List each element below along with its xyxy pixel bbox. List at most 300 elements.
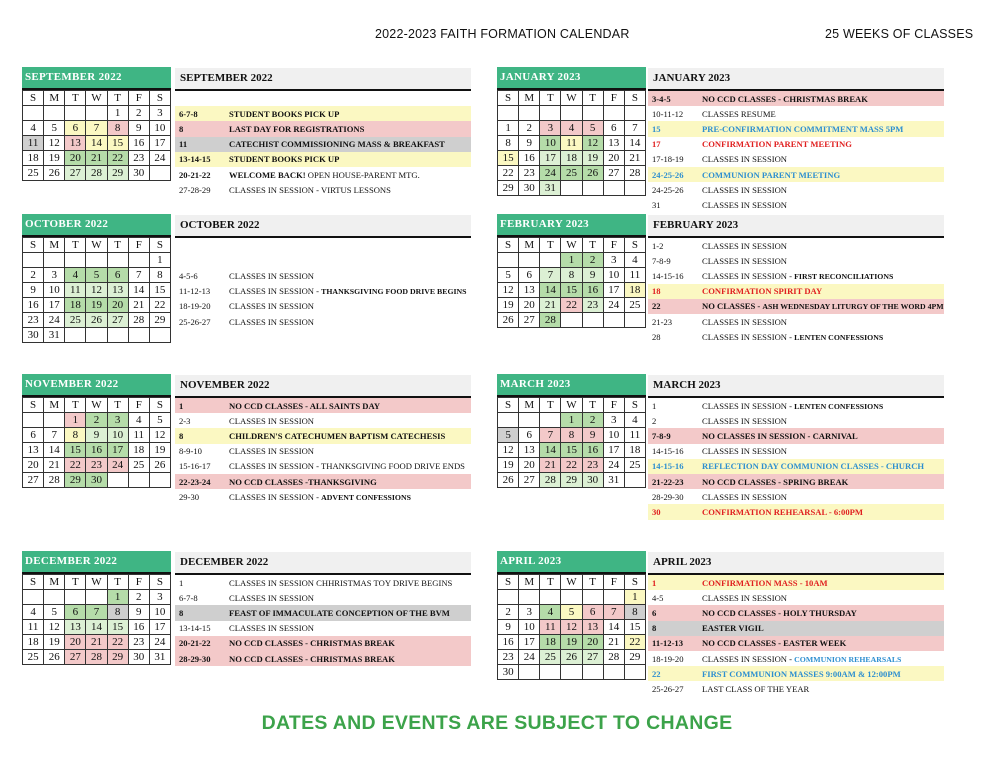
event-text-main: CLASSES IN SESSION - (702, 331, 795, 342)
calendar-day: 11 (624, 268, 645, 283)
weekday-label: W (86, 398, 107, 413)
event-row (648, 197, 944, 212)
event-row (648, 91, 944, 106)
event-date: 28-29-30 (652, 491, 684, 502)
event-date: 13-14-15 (179, 623, 211, 634)
weekday-header-row (498, 575, 646, 590)
calendar-empty-cell (128, 253, 149, 268)
event-date: 3-4-5 (652, 93, 671, 104)
event-date: 7-8-9 (652, 255, 671, 266)
calendar-empty-cell (624, 473, 645, 488)
calendar-day: 8 (107, 605, 128, 620)
calendar-day: 19 (582, 151, 603, 166)
calendar-day: 22 (65, 458, 86, 473)
calendar-empty-cell (561, 665, 582, 680)
event-list (175, 215, 471, 329)
calendar-day: 7 (86, 121, 107, 136)
calendar-day: 22 (561, 298, 582, 313)
calendar-grid (497, 574, 646, 680)
event-row (648, 284, 944, 299)
event-row (175, 398, 471, 413)
event-text-main: CLASSES IN SESSION (702, 199, 788, 210)
calendar-day: 31 (149, 650, 170, 665)
event-text (229, 416, 471, 426)
calendar-day: 8 (561, 268, 582, 283)
weekday-label: S (149, 398, 170, 413)
calendar-day: 19 (44, 635, 65, 650)
event-text (702, 446, 944, 456)
weekday-label: W (561, 91, 582, 106)
event-text (229, 286, 471, 296)
calendar-day: 16 (128, 620, 149, 635)
event-date: 8 (179, 123, 184, 134)
calendar-month-title: APRIL 2023 (497, 551, 646, 574)
calendar-week-row (498, 106, 646, 121)
event-date: 2 (652, 415, 657, 426)
mini-calendar (22, 67, 171, 181)
calendar-empty-cell (540, 253, 561, 268)
event-text (229, 638, 471, 648)
calendar-day: 24 (603, 458, 624, 473)
event-text (702, 638, 944, 648)
event-date: 20-21-22 (179, 638, 211, 649)
calendar-day: 18 (23, 635, 44, 650)
event-list (175, 68, 471, 197)
calendar-week-row (23, 413, 171, 428)
event-text-main: STUDENT BOOKS PICK UP (229, 108, 340, 119)
event-text (702, 139, 944, 149)
calendar-day: 30 (128, 166, 149, 181)
weekday-header-row (23, 238, 171, 253)
calendar-day: 3 (540, 121, 561, 136)
event-list-title: JANUARY 2023 (648, 68, 944, 91)
event-list-title: OCTOBER 2022 (175, 215, 471, 238)
calendar-month-title: OCTOBER 2022 (22, 214, 171, 237)
event-text (702, 256, 944, 266)
event-row (175, 106, 471, 121)
calendar-empty-cell (540, 106, 561, 121)
weekday-label: S (23, 238, 44, 253)
event-text-main: NO CCD CLASSES - CHRISTMAS BREAK (229, 638, 395, 649)
event-text (702, 200, 944, 210)
calendar-day: 23 (86, 458, 107, 473)
event-date: 15 (652, 123, 661, 134)
calendar-day: 14 (624, 136, 645, 151)
event-row (648, 398, 944, 413)
event-date: 13-14-15 (179, 154, 211, 165)
calendar-empty-cell (107, 328, 128, 343)
calendar-day: 23 (128, 635, 149, 650)
event-text-main: CLASSES IN SESSION (229, 316, 315, 327)
event-text-main: NO CCD CLASSES - ALL SAINTS DAY (229, 400, 381, 411)
calendar-empty-cell (44, 413, 65, 428)
event-text (229, 623, 471, 633)
calendar-week-row (498, 166, 646, 181)
calendar-day: 7 (540, 268, 561, 283)
event-date: 21-23 (652, 316, 673, 327)
calendar-week-row (498, 620, 646, 635)
weekday-label: F (128, 91, 149, 106)
calendar-week-row (498, 413, 646, 428)
event-date: 22-23-24 (179, 476, 211, 487)
event-text (702, 271, 944, 281)
calendar-day: 7 (86, 605, 107, 620)
calendar-grid (22, 90, 171, 181)
event-text-main: NO CCD CLASSES - SPRING BREAK (702, 476, 849, 487)
calendar-day: 3 (603, 413, 624, 428)
weekday-label: S (23, 575, 44, 590)
calendar-empty-cell (23, 253, 44, 268)
event-list (648, 552, 944, 697)
calendar-day: 12 (86, 283, 107, 298)
calendar-day: 10 (107, 428, 128, 443)
event-text-main: CLASSES IN SESSION (702, 184, 788, 195)
calendar-day: 24 (519, 650, 540, 665)
calendar-day: 3 (107, 413, 128, 428)
calendar-day: 22 (149, 298, 170, 313)
calendar-day: 24 (149, 151, 170, 166)
calendar-day: 28 (624, 166, 645, 181)
calendar-day: 14 (540, 443, 561, 458)
calendar-week-row (23, 635, 171, 650)
event-date: 17-18-19 (652, 154, 684, 165)
calendar-day: 25 (624, 298, 645, 313)
weekday-label: T (582, 398, 603, 413)
weekday-label: S (498, 238, 519, 253)
event-text-main: NO CCD CLASSES - CHRISTMAS BREAK (702, 93, 868, 104)
calendar-week-row (498, 253, 646, 268)
calendar-day: 28 (44, 473, 65, 488)
calendar-day: 27 (65, 166, 86, 181)
calendar-empty-cell (603, 106, 624, 121)
event-date: 27-28-29 (179, 184, 211, 195)
event-text (229, 477, 471, 487)
calendar-day: 14 (44, 443, 65, 458)
calendar-day: 26 (86, 313, 107, 328)
calendar-week-row (23, 283, 171, 298)
calendar-day: 11 (23, 136, 44, 151)
event-text-main: NO CCD CLASSES - HOLY THURSDAY (702, 607, 857, 618)
weekday-label: T (540, 238, 561, 253)
calendar-day: 8 (624, 605, 645, 620)
event-date: 4-5-6 (179, 270, 198, 281)
weekday-label: F (128, 575, 149, 590)
calendar-day: 30 (519, 181, 540, 196)
calendar-week-row (23, 328, 171, 343)
weekday-label: W (86, 91, 107, 106)
calendar-day: 2 (23, 268, 44, 283)
calendar-day: 12 (561, 620, 582, 635)
calendar-month-title: FEBRUARY 2023 (497, 214, 646, 237)
calendar-day: 15 (149, 283, 170, 298)
event-text (229, 317, 471, 327)
event-text-main: STUDENT BOOKS PICK UP (229, 154, 340, 165)
event-text-main: CLASSES IN SESSION (702, 446, 788, 457)
event-row (648, 651, 944, 666)
calendar-day: 5 (44, 121, 65, 136)
event-text-main: CLASSES IN SESSION (229, 270, 315, 281)
calendar-empty-cell (44, 253, 65, 268)
event-text-extra: LENTEN CONFESSIONS (794, 332, 884, 342)
calendar-day: 17 (107, 443, 128, 458)
calendar-day: 10 (44, 283, 65, 298)
event-date: 28-29-30 (179, 653, 211, 664)
calendar-day: 2 (519, 121, 540, 136)
mini-calendar (22, 214, 171, 343)
calendar-day: 23 (23, 313, 44, 328)
calendar-day: 25 (540, 650, 561, 665)
event-text (702, 416, 944, 426)
calendar-day: 27 (603, 166, 624, 181)
event-row (648, 428, 944, 443)
calendar-week-row (23, 458, 171, 473)
event-row (648, 106, 944, 121)
calendar-day: 20 (582, 635, 603, 650)
calendar-day: 5 (149, 413, 170, 428)
weekday-label: S (498, 398, 519, 413)
event-date: 6-7-8 (179, 592, 198, 603)
event-date: 1 (179, 577, 184, 588)
calendar-day: 21 (624, 151, 645, 166)
event-text-main: EASTER VIGIL (702, 623, 764, 634)
calendar-empty-cell (582, 181, 603, 196)
calendar-day: 13 (23, 443, 44, 458)
event-text (702, 301, 944, 311)
calendar-day: 9 (582, 268, 603, 283)
calendar-empty-cell (582, 313, 603, 328)
event-text-main: CLASSES IN SESSION (702, 240, 788, 251)
calendar-day: 28 (86, 166, 107, 181)
event-date: 4-5 (652, 592, 664, 603)
calendar-day: 7 (603, 605, 624, 620)
calendar-day: 20 (519, 458, 540, 473)
calendar-day: 7 (540, 428, 561, 443)
calendar-day: 12 (44, 620, 65, 635)
event-text-main: CLASSES IN SESSION - THANKSGIVING FOOD DRIVE ENDS (229, 461, 465, 472)
calendar-day: 21 (603, 635, 624, 650)
event-text (702, 401, 944, 411)
event-text-main: CLASSES IN SESSION (702, 592, 788, 603)
calendar-day: 6 (23, 428, 44, 443)
event-row-blank (175, 91, 471, 106)
event-list (648, 375, 944, 520)
event-text-extra: OPEN HOUSE-PARENT MTG. (305, 169, 420, 180)
calendar-empty-cell (624, 313, 645, 328)
event-row-blank (175, 253, 471, 268)
weekday-label: T (107, 398, 128, 413)
event-text-main: LAST CLASS OF THE YEAR (702, 683, 810, 694)
calendar-day: 13 (519, 443, 540, 458)
event-date: 18-19-20 (652, 653, 684, 664)
event-text-main: NO CLASSES - (702, 301, 763, 312)
calendar-day: 4 (65, 268, 86, 283)
calendar-day: 10 (603, 268, 624, 283)
calendar-week-row (498, 590, 646, 605)
event-date: 2-3 (179, 415, 191, 426)
calendar-day: 24 (44, 313, 65, 328)
weekday-label: M (519, 398, 540, 413)
calendar-day: 26 (561, 650, 582, 665)
weekday-label: F (128, 398, 149, 413)
calendar-day: 6 (107, 268, 128, 283)
weekday-label: T (107, 91, 128, 106)
calendar-day: 2 (128, 590, 149, 605)
event-list (648, 215, 944, 344)
calendar-week-row (498, 151, 646, 166)
weekday-label: S (149, 575, 170, 590)
calendar-day: 27 (107, 313, 128, 328)
calendar-day: 16 (86, 443, 107, 458)
calendar-day: 24 (603, 298, 624, 313)
calendar-day: 20 (23, 458, 44, 473)
event-text (702, 154, 944, 164)
calendar-week-row (498, 268, 646, 283)
calendar-day: 8 (561, 428, 582, 443)
event-row (175, 621, 471, 636)
event-row (648, 474, 944, 489)
calendar-day: 3 (149, 590, 170, 605)
calendar-day: 6 (65, 121, 86, 136)
calendar-week-row (498, 181, 646, 196)
calendar-week-row (23, 253, 171, 268)
calendar-day: 16 (582, 283, 603, 298)
event-text-main: CLASSES IN SESSION (229, 592, 315, 603)
event-text (229, 654, 471, 664)
calendar-day: 9 (128, 605, 149, 620)
calendar-day: 4 (23, 121, 44, 136)
calendar-day: 12 (498, 283, 519, 298)
calendar-day: 10 (149, 605, 170, 620)
calendar-day: 27 (23, 473, 44, 488)
calendar-day: 15 (498, 151, 519, 166)
event-text-main: CONFIRMATION SPIRIT DAY (702, 286, 823, 297)
calendar-day: 19 (149, 443, 170, 458)
calendar-day: 4 (561, 121, 582, 136)
event-date: 18 (652, 286, 661, 297)
event-date: 15-16-17 (179, 461, 211, 472)
calendar-empty-cell (149, 473, 170, 488)
calendar-day: 5 (498, 428, 519, 443)
weekday-label: S (624, 238, 645, 253)
event-row (175, 651, 471, 666)
calendar-day: 7 (44, 428, 65, 443)
event-text (702, 654, 944, 664)
calendar-day: 7 (624, 121, 645, 136)
weekday-header-row (23, 91, 171, 106)
event-row (648, 329, 944, 344)
event-text (702, 170, 944, 180)
calendar-day: 14 (128, 283, 149, 298)
mini-calendar (497, 374, 646, 488)
event-text-extra: THANKSGIVING FOOD DRIVE BEGINS (321, 287, 467, 297)
event-date: 11-12-13 (652, 638, 684, 649)
weekday-header-row (23, 575, 171, 590)
calendar-day: 30 (128, 650, 149, 665)
calendar-day: 5 (86, 268, 107, 283)
calendar-day: 17 (149, 620, 170, 635)
calendar-week-row (498, 283, 646, 298)
calendar-empty-cell (603, 181, 624, 196)
calendar-empty-cell (624, 181, 645, 196)
event-date: 8 (652, 623, 657, 634)
calendar-day: 14 (86, 136, 107, 151)
calendar-day: 15 (561, 443, 582, 458)
calendar-day: 1 (498, 121, 519, 136)
event-date: 14-15-16 (652, 270, 684, 281)
event-text (229, 431, 471, 441)
mini-calendar (22, 374, 171, 488)
event-date: 20-21-22 (179, 169, 211, 180)
event-date: 7-8-9 (652, 430, 671, 441)
calendar-day: 25 (23, 166, 44, 181)
calendar-empty-cell (540, 590, 561, 605)
event-list (648, 68, 944, 213)
calendar-day: 28 (86, 650, 107, 665)
calendar-day: 29 (107, 166, 128, 181)
calendar-day: 25 (561, 166, 582, 181)
calendar-day: 18 (23, 151, 44, 166)
calendar-week-row (23, 121, 171, 136)
calendar-empty-cell (624, 106, 645, 121)
event-list-title: SEPTEMBER 2022 (175, 68, 471, 91)
calendar-day: 6 (603, 121, 624, 136)
calendar-day: 30 (582, 473, 603, 488)
calendar-day: 11 (624, 428, 645, 443)
calendar-day: 10 (149, 121, 170, 136)
calendar-day: 2 (128, 106, 149, 121)
calendar-day: 2 (582, 253, 603, 268)
event-text-main: CLASSES IN SESSION - VIRTUS LESSONS (229, 184, 391, 195)
event-date: 31 (652, 199, 661, 210)
calendar-week-row (498, 443, 646, 458)
calendar-day: 21 (540, 298, 561, 313)
calendar-empty-cell (44, 106, 65, 121)
event-text (229, 109, 471, 119)
calendar-day: 13 (603, 136, 624, 151)
calendar-day: 4 (540, 605, 561, 620)
event-text-extra: ASH WEDNESDAY LITURGY OF THE WORD 4PM (762, 302, 944, 312)
calendar-day: 20 (107, 298, 128, 313)
mini-calendar (497, 551, 646, 680)
event-text-main: CLASSES IN SESSION (229, 415, 315, 426)
calendar-day: 11 (561, 136, 582, 151)
calendar-day: 31 (603, 473, 624, 488)
calendar-day: 17 (149, 136, 170, 151)
calendar-week-row (23, 443, 171, 458)
event-text-main: CONFIRMATION MASS - 10AM (702, 577, 828, 588)
event-row (648, 636, 944, 651)
calendar-day: 16 (128, 136, 149, 151)
calendar-day: 29 (561, 473, 582, 488)
calendar-day: 13 (65, 620, 86, 635)
event-text-extra: ADVENT CONFESSIONS (321, 492, 411, 502)
calendar-day: 2 (86, 413, 107, 428)
calendar-day: 21 (128, 298, 149, 313)
disclaimer: DATES AND EVENTS ARE SUBJECT TO CHANGE (261, 712, 733, 734)
calendar-day: 28 (128, 313, 149, 328)
weekday-header-row (498, 91, 646, 106)
event-text (229, 578, 471, 588)
calendar-day: 26 (498, 473, 519, 488)
calendar-day: 15 (624, 620, 645, 635)
event-row (175, 167, 471, 182)
event-text (702, 593, 944, 603)
calendar-empty-cell (519, 253, 540, 268)
calendar-day: 6 (582, 605, 603, 620)
calendar-day: 5 (44, 605, 65, 620)
event-text-main: WELCOME BACK! (229, 169, 306, 180)
event-text-main: CLASSES IN SESSION (702, 154, 788, 165)
